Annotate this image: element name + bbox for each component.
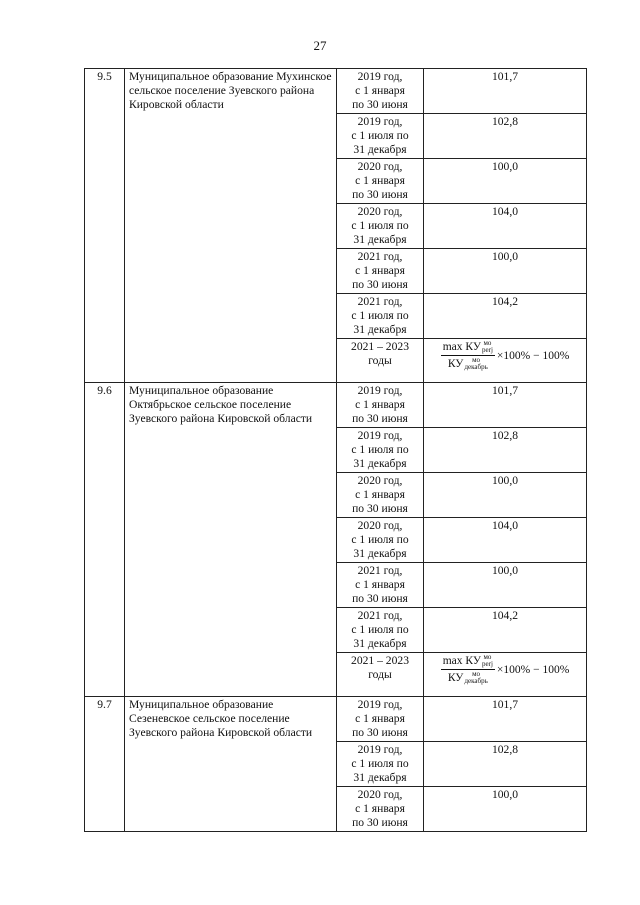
period-line: 31 декабря bbox=[353, 771, 407, 784]
period-line: с 1 января bbox=[355, 712, 405, 725]
formula-numerator bbox=[441, 340, 495, 356]
period-line: по 30 июня bbox=[352, 816, 408, 829]
period-line: 2021 год, bbox=[357, 295, 403, 308]
formula-sub: perj bbox=[482, 346, 493, 354]
period-line: с 1 июля по bbox=[351, 219, 409, 232]
value-cell bbox=[424, 339, 587, 383]
period-line: 2021 год, bbox=[357, 564, 403, 577]
period-cell bbox=[337, 339, 424, 383]
period-line: с 1 января bbox=[355, 578, 405, 591]
period-line: 2021 – 2023 bbox=[351, 340, 409, 353]
period-line: по 30 июня bbox=[352, 278, 408, 291]
period-line: с 1 января bbox=[355, 488, 405, 501]
period-line: 2019 год, bbox=[357, 429, 403, 442]
period-line: 2020 год, bbox=[357, 160, 403, 173]
value-cell: 100,0 bbox=[424, 787, 587, 832]
period-cell bbox=[337, 294, 424, 339]
tariff-table bbox=[84, 68, 587, 832]
value-cell: 102,8 bbox=[424, 742, 587, 787]
period-line: 2021 год, bbox=[357, 250, 403, 263]
period-line: с 1 июля по bbox=[351, 533, 409, 546]
period-line: с 1 июля по bbox=[351, 623, 409, 636]
formula-indices bbox=[464, 357, 487, 371]
period-line: 2019 год, bbox=[357, 743, 403, 756]
formula-ku: КУ bbox=[447, 672, 464, 684]
period-line: с 1 января bbox=[355, 398, 405, 411]
formula-ku: КУ bbox=[465, 655, 481, 667]
period-line: 31 декабря bbox=[353, 323, 407, 336]
period-line: с 1 июля по bbox=[351, 757, 409, 770]
period-line: по 30 июня bbox=[352, 726, 408, 739]
value-cell: 100,0 bbox=[424, 563, 587, 608]
formula-denominator bbox=[448, 670, 488, 685]
formula-max: max bbox=[442, 341, 466, 353]
page-number: 27 bbox=[313, 38, 327, 53]
period-cell bbox=[337, 697, 424, 742]
period-line: с 1 января bbox=[355, 264, 405, 277]
formula-sup: мо bbox=[472, 356, 481, 364]
formula-numerator bbox=[441, 654, 495, 670]
period-line: годы bbox=[368, 354, 392, 367]
formula-sup: мо bbox=[472, 670, 481, 678]
period-line: по 30 июня bbox=[352, 412, 408, 425]
table-row bbox=[85, 69, 587, 114]
period-line: по 30 июня bbox=[352, 188, 408, 201]
period-line: 31 декабря bbox=[353, 233, 407, 246]
formula-sub: perj bbox=[482, 660, 493, 668]
formula-sup: мо bbox=[483, 653, 492, 661]
period-cell bbox=[337, 204, 424, 249]
period-line: 2021 – 2023 bbox=[351, 654, 409, 667]
value-cell: 102,8 bbox=[424, 114, 587, 159]
period-cell bbox=[337, 653, 424, 697]
municipality-name: Муниципальное образование Октябрьское сельское поселение Зуевского района Кировской области bbox=[125, 383, 337, 697]
value-cell: 100,0 bbox=[424, 473, 587, 518]
formula-sub: декабрь bbox=[464, 363, 488, 371]
formula bbox=[428, 340, 582, 371]
period-line: 2020 год, bbox=[357, 205, 403, 218]
period-cell bbox=[337, 249, 424, 294]
formula-indices bbox=[464, 671, 487, 685]
period-cell bbox=[337, 608, 424, 653]
formula-fraction bbox=[441, 654, 495, 685]
value-cell: 101,7 bbox=[424, 697, 587, 742]
period-line: 2020 год, bbox=[357, 519, 403, 532]
formula bbox=[428, 654, 582, 685]
formula-denominator bbox=[448, 356, 488, 371]
period-line: 31 декабря bbox=[353, 457, 407, 470]
period-cell bbox=[337, 742, 424, 787]
period-line: с 1 января bbox=[355, 84, 405, 97]
section-number: 9.7 bbox=[85, 697, 125, 832]
period-line: по 30 июня bbox=[352, 502, 408, 515]
formula-sub: декабрь bbox=[464, 677, 488, 685]
period-cell bbox=[337, 69, 424, 114]
period-line: 2019 год, bbox=[357, 70, 403, 83]
formula-ku: КУ bbox=[465, 341, 481, 353]
period-line: годы bbox=[368, 668, 392, 681]
period-line: 2019 год, bbox=[357, 115, 403, 128]
period-line: 31 декабря bbox=[353, 637, 407, 650]
formula-tail: ×100% − 100% bbox=[496, 663, 570, 676]
formula-max: max bbox=[442, 655, 466, 667]
period-cell bbox=[337, 114, 424, 159]
period-line: 2021 год, bbox=[357, 609, 403, 622]
period-line: 31 декабря bbox=[353, 547, 407, 560]
municipality-name: Муниципальное образование Мухинское сельское поселение Зуевского района Кировской области bbox=[125, 69, 337, 383]
period-cell bbox=[337, 383, 424, 428]
period-line: 31 декабря bbox=[353, 143, 407, 156]
value-cell bbox=[424, 653, 587, 697]
period-cell bbox=[337, 787, 424, 832]
formula-sup: мо bbox=[483, 339, 492, 347]
table-row bbox=[85, 697, 587, 742]
period-line: 2020 год, bbox=[357, 474, 403, 487]
period-line: с 1 июля по bbox=[351, 443, 409, 456]
value-cell: 101,7 bbox=[424, 383, 587, 428]
section-number: 9.6 bbox=[85, 383, 125, 697]
formula-indices bbox=[482, 340, 493, 354]
value-cell: 101,7 bbox=[424, 69, 587, 114]
period-line: 2020 год, bbox=[357, 788, 403, 801]
municipality-name: Муниципальное образование Сезеневское сельское поселение Зуевского района Кировской области bbox=[125, 697, 337, 832]
section-number: 9.5 bbox=[85, 69, 125, 383]
value-cell: 100,0 bbox=[424, 249, 587, 294]
formula-indices bbox=[482, 654, 493, 668]
period-line: 2019 год, bbox=[357, 698, 403, 711]
value-cell: 104,2 bbox=[424, 608, 587, 653]
period-cell bbox=[337, 473, 424, 518]
period-line: с 1 июля по bbox=[351, 129, 409, 142]
period-line: по 30 июня bbox=[352, 98, 408, 111]
period-line: с 1 января bbox=[355, 802, 405, 815]
period-line: с 1 июля по bbox=[351, 309, 409, 322]
period-cell bbox=[337, 563, 424, 608]
value-cell: 100,0 bbox=[424, 159, 587, 204]
period-cell bbox=[337, 428, 424, 473]
value-cell: 104,2 bbox=[424, 294, 587, 339]
tariff-table-body bbox=[85, 69, 587, 832]
table-row bbox=[85, 383, 587, 428]
formula-fraction bbox=[441, 340, 495, 371]
period-line: по 30 июня bbox=[352, 592, 408, 605]
period-line: с 1 января bbox=[355, 174, 405, 187]
value-cell: 104,0 bbox=[424, 204, 587, 249]
formula-ku: КУ bbox=[447, 358, 464, 370]
value-cell: 102,8 bbox=[424, 428, 587, 473]
formula-tail: ×100% − 100% bbox=[496, 349, 570, 362]
value-cell: 104,0 bbox=[424, 518, 587, 563]
period-line: 2019 год, bbox=[357, 384, 403, 397]
period-cell bbox=[337, 159, 424, 204]
period-cell bbox=[337, 518, 424, 563]
